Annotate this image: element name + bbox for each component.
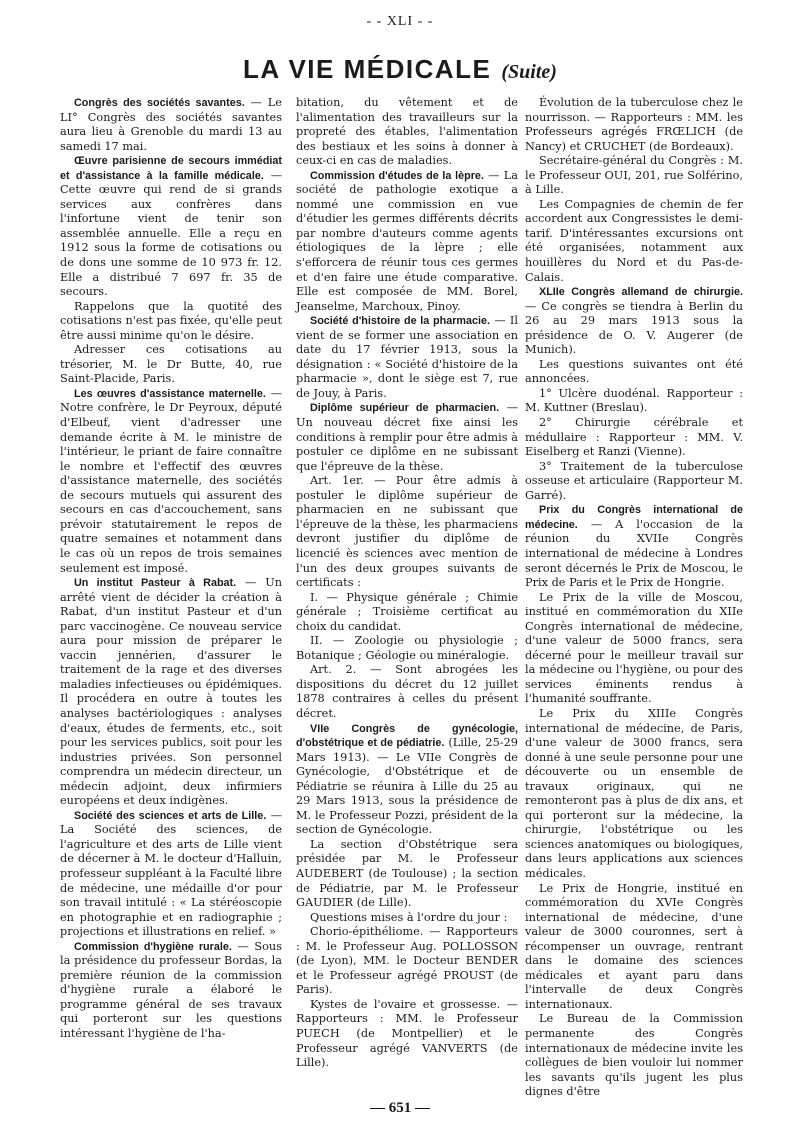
paragraph-text: Art. 2. — Sont abrogées les dispositions du décret du 12 juillet 1878 contraires à celles du présent décret. <box>296 663 518 720</box>
paragraph-text: Le Prix de la ville de Moscou, institué en commémoration du XIIe Congrès international de médecine, d'une valeur de 5000 francs, sera décerné pour le meilleur travail sur la médecine ou l'hygiène, ou pour des services éminents rendus à l'humanité souffrante. <box>525 590 743 706</box>
page-number: — 651 — <box>370 1100 430 1116</box>
paragraph <box>60 576 282 809</box>
paragraph <box>296 314 518 401</box>
paragraph <box>525 591 743 707</box>
section-heading: Société des sciences et arts de Lille. <box>74 809 267 822</box>
paragraph-text: bitation, du vêtement et de l'alimentation des travailleurs sur la propreté des étables, l'alimentation des bestiaux et les soins à donner à ceux-ci en cas de maladies. <box>296 96 518 168</box>
paragraph <box>296 169 518 314</box>
paragraph <box>525 1012 743 1099</box>
paragraph-text: Évolution de la tuberculose chez le nourrisson. — Rapporteurs : MM. les Professeurs agrégés FRŒLICH (de Nancy) et CRUCHET (de Bordeaux). <box>525 96 743 153</box>
paragraph <box>60 96 282 154</box>
paragraph-text: Kystes de l'ovaire et grossesse. — Rapporteurs : MM. le Professeur PUECH (de Montpellier) et le Professeur agrégé VANVERTS (de Lille). <box>296 997 518 1070</box>
paragraph <box>296 838 518 911</box>
paragraph <box>525 96 743 154</box>
paragraph <box>525 460 743 504</box>
paragraph <box>296 722 518 838</box>
paragraph-text: Secrétaire-général du Congrès : M. le Professeur OUI, 201, rue Solférino, à Lille. <box>525 154 743 197</box>
paragraph <box>296 591 518 635</box>
section-heading: VIIe Congrès de gynécologie, d'obstétrique et de pédiatrie. <box>296 722 518 750</box>
paragraph-text: — Notre confrère, le Dr Peyroux, député d'Elbeuf, vient d'adresser une demande écrite à M. le ministre de l'intérieur, le priant de faire connaître le nombre et l'effectif des œuvres d'assistance maternelle, des sociétés de secours mutuels qui assurent des secours en cas d'accouchement, sans prévoir statutairement le repos de quatre semaines et notamment dans le cas où un repos de trois semaines seulement est imposé. <box>60 386 282 575</box>
paragraph-text: — A l'occasion de la réunion du XVIIe Congrès international de médecine à Londres seront décernés le Prix de Moscou, le Prix de Paris et le Prix de Hongrie. <box>525 517 743 590</box>
paragraph <box>60 387 282 576</box>
paragraph <box>296 911 518 926</box>
page-header: - - XLI - - <box>366 14 434 29</box>
paragraph-text: Chorio-épithéliome. — Rapporteurs : M. le Professeur Aug. POLLOSSON (de Lyon), MM. le Docteur BENDER et le Professeur agrégé PROUST (de Paris). <box>296 925 518 997</box>
paragraph-text: Adresser ces cotisations au trésorier, M. le Dr Butte, 40, rue Saint-Placide, Paris. <box>60 343 282 386</box>
paragraph <box>296 474 518 590</box>
paragraph-text: Questions mises à l'ordre du jour : <box>310 910 508 924</box>
paragraph <box>60 154 282 299</box>
column-middle <box>296 96 518 1071</box>
paragraph-text: — Cette œuvre qui rend de si grands services aux confrères dans l'infortune vient de tenir son assemblée annuelle. Elle a reçu en 1912 sous la forme de cotisations ou de dons une somme de 10 973 fr. 12. Elle a distribué 7 697 fr. 35 de secours. <box>60 168 282 299</box>
paragraph-text: — Ce congrès se tiendra à Berlin du 26 au 29 mars 1913 sous la présidence de O. V. Augerer (de Munich). <box>525 299 743 357</box>
paragraph-text: II. — Zoologie ou physiologie ; Botanique ; Géologie ou minéralogie. <box>296 634 518 662</box>
paragraph-text: (Lille, 25-29 Mars 1913). — Le VIIe Congrès de Gynécologie, d'Obstétrique et de Pédiatrie se réunira à Lille du 25 au 29 Mars 1913, sous la présidence de M. le Professeur Pozzi, président de la section de Gynécologie. <box>296 736 518 837</box>
paragraph <box>296 663 518 721</box>
section-heading: Congrès des sociétés savantes. <box>74 97 245 109</box>
paragraph-text: 3° Traitement de la tuberculose osseuse et articulaire (Rapporteur M. Garré). <box>525 459 743 502</box>
paragraph <box>525 285 743 358</box>
paragraph-text: — La société de pathologie exotique a nommé une commission en vue d'étudier les germes différents décrits par nombre d'auteurs comme agents étiologiques de la lèpre ; elle s'efforcera de réunir tous ces germes et d'en faire une étude comparative. Elle est composée de MM. Borel, Jeanselme, Marchoux, Pinoy. <box>296 168 518 313</box>
paragraph-text: La section d'Obstétrique sera présidée par M. le Professeur AUDEBERT (de Toulouse) ; la section de Pédiatrie, par M. le Professeur GAUDIER (de Lille). <box>296 837 518 910</box>
paragraph-text: Les questions suivantes ont été annoncées. <box>525 357 743 386</box>
paragraph-text: 1° Ulcère duodénal. Rapporteur : M. Kuttner (Breslau). <box>525 386 743 415</box>
title-main: LA VIE MÉDICALE <box>243 54 492 84</box>
paragraph <box>525 154 743 198</box>
paragraph-text: Le Bureau de la Commission permanente des Congrès internationaux de médecine invite les collègues de bien vouloir lui nommer les savants qu'ils jugent les plus dignes d'être <box>525 1012 743 1099</box>
paragraph <box>60 300 282 344</box>
paragraph-text: Rappelons que la quotité des cotisations n'est pas fixée, qu'elle peut être aussi minime qu'on le désire. <box>60 299 282 342</box>
paragraph <box>296 634 518 663</box>
paragraph <box>60 809 282 940</box>
paragraph <box>296 998 518 1071</box>
section-heading: Œuvre parisienne de secours immédiat et d'assistance à la famille médicale. <box>60 155 282 182</box>
paragraph-text: 2° Chirurgie cérébrale et médullaire : Rapporteur : MM. V. Eiselberg et Ranzi (Vienne). <box>525 416 743 459</box>
paragraph <box>296 401 518 474</box>
paragraph <box>60 343 282 387</box>
section-heading: Commission d'études de la lèpre. <box>310 169 484 182</box>
paragraph-text: Art. 1er. — Pour être admis à postuler le diplôme supérieur de pharmacien en ne subissant que l'épreuve de la thèse, les pharmaciens devront justifier du diplôme de licencié ès sciences avec mention de l'un des deux groupes suivants de certificats : <box>296 474 518 590</box>
paragraph-text: — Un arrêté vient de décider la création à Rabat, d'un institut Pasteur et d'un parc vaccinogène. Ce nouveau service aura pour mission de préparer le vaccin jennérien, d'assurer le traitement de la rage et des diverses maladies infectieuses ou épidémiques. Il procédera en outre à toutes les analyses bactériologiques : analyses d'eaux, études de ferments, etc., soit pour les services publics, soit pour les industries privées. Son personnel comprendra un médecin directeur, un médecin adjoint, deux infirmiers européens et deux indigènes. <box>60 576 282 808</box>
paragraph-text: — La Société des sciences, de l'agriculture et des arts de Lille vient de décerner à M. le docteur d'Halluin, professeur suppléant à la Faculté libre de médecine, une médaille d'or pour son travail intitulé : « La stéréoscopie en photographie et en radiographie ; projections et illustrations en relief. » <box>60 808 282 939</box>
paragraph-text: — Il vient de se former une association en date du 17 février 1913, sous la désignation : « Société d'histoire de la pharmacie », dont le siège est 7, rue de Jouy, à Paris. <box>296 314 518 400</box>
paragraph-text: — Sous la présidence du professeur Bordas, la première réunion de la commission d'hygiène rurale a élaboré le programme général de ses travaux qui porteront sur les questions intéressant l'hygiène de l'ha- <box>60 939 283 1040</box>
paragraph-text: I. — Physique générale ; Chimie générale ; Troisième certificat au choix du candidat. <box>296 590 518 633</box>
column-right <box>525 96 743 1100</box>
paragraph <box>525 882 743 1013</box>
paragraph-text: Le Prix du XIIIe Congrès international de médecine, de Paris, d'une valeur de 3000 francs, sera donné à une seule personne pour une découverte ou un ensemble de travaux originaux, qui ne remonteront pas à plus de dix ans, et qui porteront sur la médecine, la chirurgie, l'obstétrique ou les sciences anatomiques ou biologiques, dans leurs applications aux sciences médicales. <box>525 706 743 880</box>
section-heading: Prix du Congrès international de médecine. <box>525 504 743 531</box>
paragraph <box>60 940 282 1042</box>
paragraph <box>296 925 518 998</box>
paragraph <box>525 503 743 590</box>
paragraph <box>525 387 743 416</box>
column-left <box>60 96 282 1042</box>
section-heading: Commission d'hygiène rurale. <box>74 940 232 953</box>
page-title <box>0 54 800 85</box>
paragraph-text: — Le LI° Congrès des sociétés savantes aura lieu à Grenoble du mardi 13 au samedi 17 mai. <box>60 96 282 153</box>
paragraph <box>296 96 518 169</box>
paragraph <box>525 707 743 882</box>
paragraph-text: Le Prix de Hongrie, institué en commémoration du XVIe Congrès international de médecine, d'une valeur de 3000 couronnes, sert à récompenser un ouvrage, rentrant dans le domaine des sciences médicales et ayant paru dans l'intervalle de deux Congrès internationaux. <box>525 881 743 1011</box>
section-heading: Les œuvres d'assistance maternelle. <box>74 387 266 400</box>
section-heading: Société d'histoire de la pharmacie. <box>310 315 491 328</box>
title-suite: (Suite) <box>501 61 557 83</box>
paragraph-text: — Un nouveau décret fixe ainsi les conditions à remplir pour être admis à postuler ce diplôme en ne subissant que l'épreuve de la thèse. <box>296 401 519 473</box>
paragraph <box>525 198 743 285</box>
section-heading: Un institut Pasteur à Rabat. <box>74 577 237 590</box>
paragraph-text: Les Compagnies de chemin de fer accordent aux Congressistes le demi-tarif. D'intéressantes excursions ont été organisées, notamment aux houillères du Nord et du Pas-de-Calais. <box>525 197 743 284</box>
paragraph <box>525 358 743 387</box>
section-heading: Diplôme supérieur de pharmacien. <box>310 402 500 415</box>
paragraph <box>525 416 743 460</box>
section-heading: XLIIe Congrès allemand de chirurgie. <box>539 286 743 299</box>
